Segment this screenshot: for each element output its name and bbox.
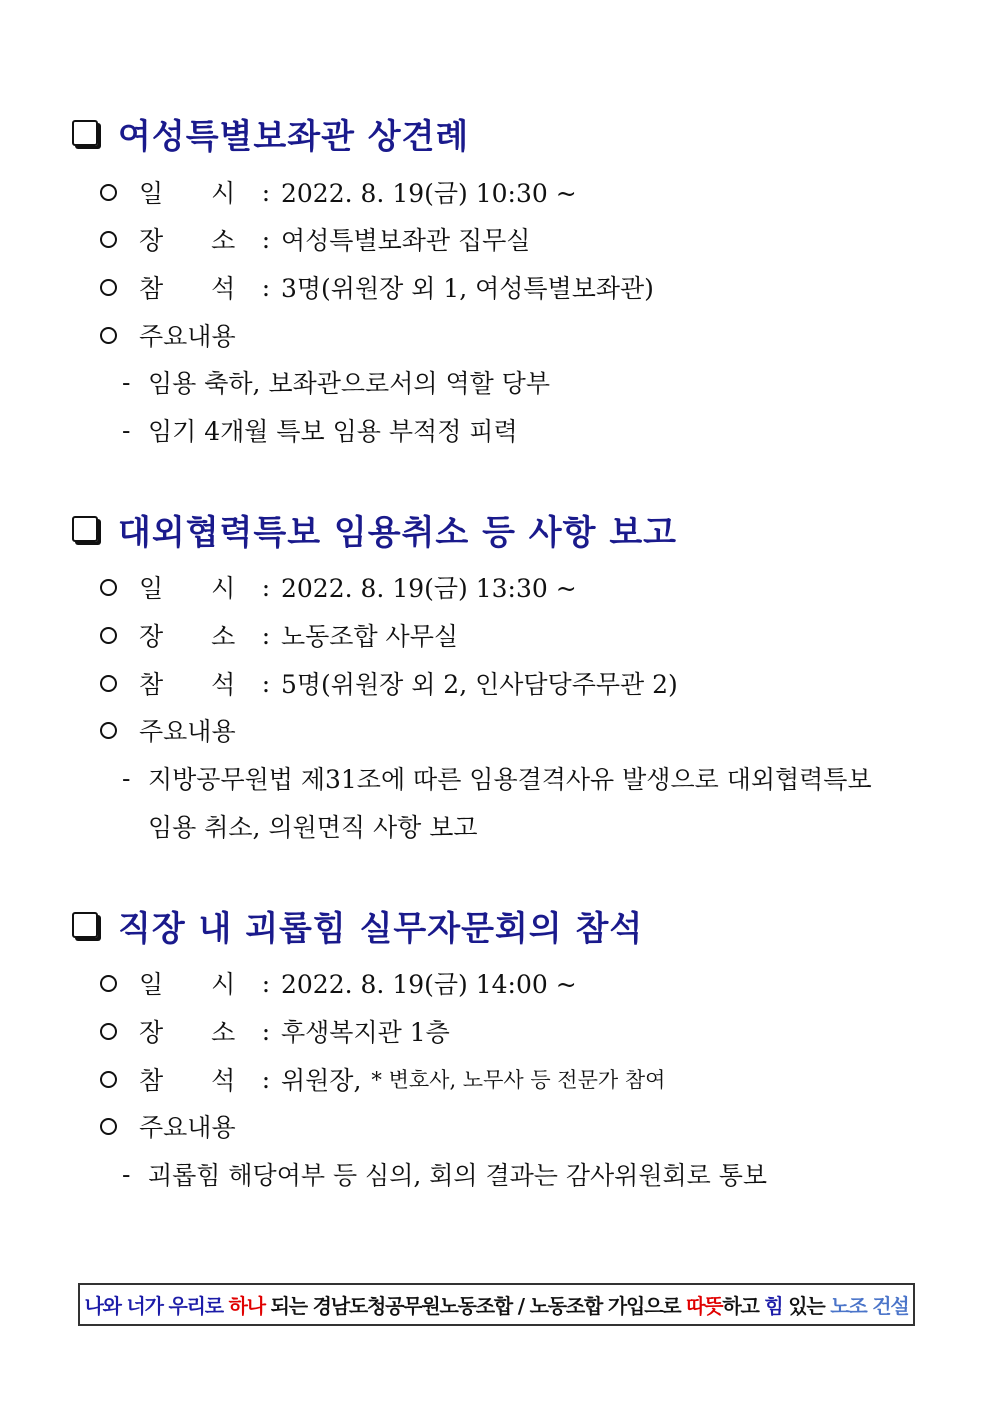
section-1-title: 여성특별보좌관 상견례: [118, 116, 470, 157]
date-label: 일 시: [139, 970, 236, 999]
date-value: 2022. 8. 19(금) 13:30 ~: [281, 574, 577, 603]
item-text: 임용 축하, 보좌관으로서의 역할 당부: [148, 369, 550, 398]
circle-bullet-icon: [100, 231, 117, 248]
circle-bullet-icon: [100, 722, 117, 739]
separator: :: [261, 272, 271, 302]
section-3-content-row: [100, 1108, 236, 1144]
slogan-part-5: 하고: [722, 1294, 759, 1318]
attend-note: * 변호사, 노무사 등 전문가 참여: [371, 1068, 666, 1092]
attend-value: 5명(위원장 외 2, 인사담당주무관 2): [281, 670, 678, 699]
circle-bullet-icon: [100, 184, 117, 201]
section-3-item-1: - 괴롭힘 해당여부 등 심의, 회의 결과는 감사위원회로 통보: [122, 1156, 767, 1192]
section-1-date-row: [100, 174, 577, 210]
date-value: 2022. 8. 19(금) 14:00 ~: [281, 970, 577, 999]
section-2-content-row: [100, 712, 236, 748]
checkbox-square-icon: [72, 120, 98, 146]
checkbox-square-icon: [72, 516, 98, 542]
slogan-part-4: 따뜻: [686, 1294, 723, 1318]
slogan-part-6: 힘: [764, 1294, 783, 1318]
place-value: 여성특별보좌관 집무실: [281, 226, 531, 255]
separator: :: [261, 224, 271, 254]
attend-label: 참 석: [139, 274, 236, 303]
separator: :: [261, 572, 271, 602]
separator: :: [261, 1016, 271, 1046]
content-label: 주요내용: [139, 717, 236, 746]
place-label: 장 소: [139, 622, 236, 651]
attend-label: 참 석: [139, 1066, 236, 1095]
date-value: 2022. 8. 19(금) 10:30 ~: [281, 179, 577, 208]
date-label: 일 시: [139, 574, 236, 603]
separator: :: [261, 620, 271, 650]
content-label: 주요내용: [139, 322, 236, 351]
content-label: 주요내용: [139, 1113, 236, 1142]
slogan-part-3: 되는 경남도청공무원노동조합 / 노동조합 가입으로: [270, 1294, 681, 1318]
place-label: 장 소: [139, 1018, 236, 1047]
attend-label: 참 석: [139, 670, 236, 699]
separator: :: [261, 177, 271, 207]
slogan-part-7: 있는: [788, 1294, 825, 1318]
section-2-item-1: - 지방공무원법 제31조에 따른 임용결격사유 발생으로 대외협력특보: [122, 760, 872, 796]
item-text: 괴롭힘 해당여부 등 심의, 회의 결과는 감사위원회로 통보: [148, 1161, 768, 1190]
place-value: 후생복지관 1층: [281, 1018, 450, 1047]
circle-bullet-icon: [100, 579, 117, 596]
place-value: 노동조합 사무실: [281, 622, 458, 651]
date-label: 일 시: [139, 179, 236, 208]
footer-slogan: [78, 1283, 915, 1326]
circle-bullet-icon: [100, 627, 117, 644]
section-3-date-row: [100, 965, 577, 1001]
section-2-title: 대외협력특보 임용취소 등 사항 보고: [118, 512, 678, 553]
section-1-place-row: [100, 221, 530, 257]
item-text: 임기 4개월 특보 임용 부적정 피력: [148, 417, 518, 446]
section-3-attend-row: [100, 1061, 665, 1097]
slogan-part-8: 노조 건설: [830, 1294, 909, 1318]
circle-bullet-icon: [100, 1023, 117, 1040]
circle-bullet-icon: [100, 975, 117, 992]
section-1-attend-row: [100, 269, 654, 305]
section-2-heading: [72, 506, 677, 552]
section-2-date-row: [100, 569, 577, 605]
section-2-place-row: [100, 617, 458, 653]
circle-bullet-icon: [100, 675, 117, 692]
place-label: 장 소: [139, 226, 236, 255]
section-1-heading: [72, 110, 469, 156]
separator: :: [261, 968, 271, 998]
slogan-part-1: 나와 너가 우리로: [84, 1294, 223, 1318]
checkbox-square-icon: [72, 912, 98, 938]
section-1-item-2: - 임기 4개월 특보 임용 부적정 피력: [122, 412, 518, 448]
section-1-item-1: - 임용 축하, 보좌관으로서의 역할 당부: [122, 364, 550, 400]
section-2-attend-row: [100, 665, 678, 701]
slogan-part-2: 하나: [228, 1294, 265, 1318]
separator: :: [261, 1064, 271, 1094]
circle-bullet-icon: [100, 327, 117, 344]
section-3-heading: [72, 902, 643, 948]
section-3-place-row: [100, 1013, 450, 1049]
section-1-content-row: [100, 317, 236, 353]
item-text: 지방공무원법 제31조에 따른 임용결격사유 발생으로 대외협력특보: [148, 765, 872, 794]
attend-value: 위원장,: [281, 1066, 362, 1095]
attend-value: 3명(위원장 외 1, 여성특별보좌관): [281, 274, 654, 303]
circle-bullet-icon: [100, 1071, 117, 1088]
circle-bullet-icon: [100, 1118, 117, 1135]
circle-bullet-icon: [100, 279, 117, 296]
section-2-item-1-continued: 임용 취소, 의원면직 사항 보고: [148, 813, 478, 842]
section-3-title: 직장 내 괴롭힘 실무자문회의 참석: [118, 908, 644, 949]
separator: :: [261, 668, 271, 698]
